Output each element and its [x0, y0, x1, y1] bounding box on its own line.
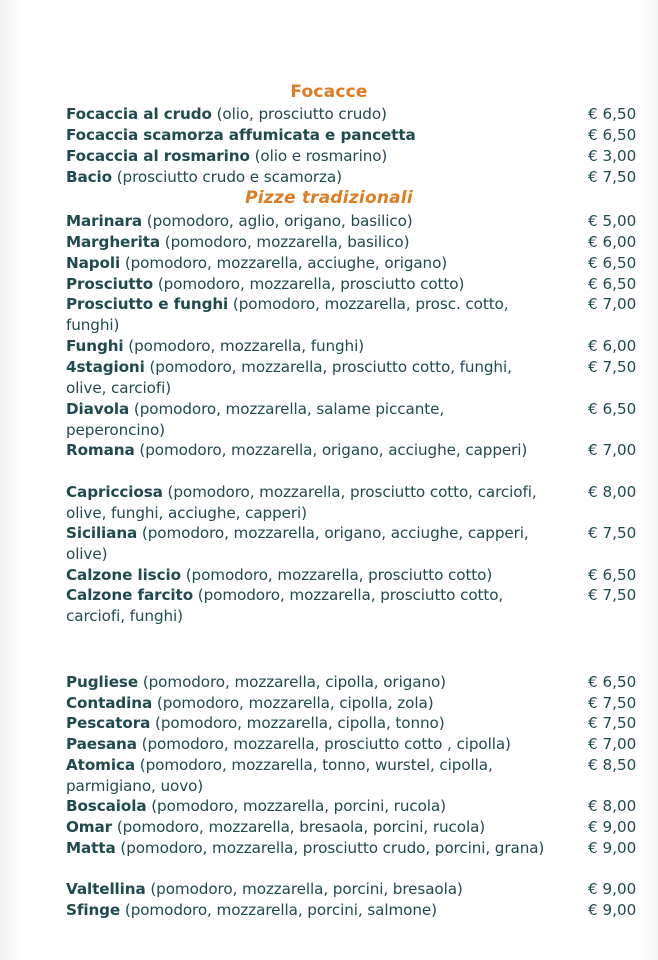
item-price: € 6,50 — [588, 126, 637, 144]
menu-item — [66, 838, 546, 859]
item-name: Contadina — [66, 694, 153, 712]
menu-item — [66, 523, 546, 564]
item-name: Romana — [66, 441, 135, 459]
item-name: Margherita — [66, 233, 161, 251]
item-name: Marinara — [66, 212, 143, 230]
item-price: € 7,00 — [588, 735, 637, 753]
item-price: € 7,50 — [588, 714, 637, 732]
item-description: (pomodoro, mozzarella, prosciutto cotto, funghi, olive, carciofi) — [66, 358, 512, 397]
item-price: € 6,50 — [588, 254, 637, 272]
item-description: (pomodoro, mozzarella, prosciutto cotto) — [157, 275, 465, 293]
item-price: € 9,00 — [588, 818, 637, 836]
menu-item — [66, 585, 546, 626]
item-description: (pomodoro, mozzarella, cipolla, tonno) — [155, 714, 445, 732]
item-description: (pomodoro, mozzarella, cipolla, origano) — [142, 673, 446, 691]
item-name: Sfinge — [66, 901, 121, 919]
item-price: € 6,00 — [588, 337, 637, 355]
item-description: (pomodoro, aglio, origano, basilico) — [146, 212, 413, 230]
item-description: (pomodoro, mozzarella, porcini, bresaola) — [150, 880, 463, 898]
item-name: Matta — [66, 839, 116, 857]
menu-item — [66, 693, 546, 714]
item-price: € 3,00 — [588, 147, 637, 165]
item-description: (pomodoro, mozzarella, porcini, rucola) — [151, 797, 446, 815]
item-price: € 8,00 — [588, 797, 637, 815]
menu-item — [66, 817, 546, 838]
item-name: Pugliese — [66, 673, 139, 691]
section-heading: Focacce — [290, 82, 368, 102]
item-description: (pomodoro, mozzarella, acciughe, origano) — [124, 254, 448, 272]
item-price: € 7,50 — [588, 168, 637, 186]
item-price: € 7,50 — [588, 358, 637, 376]
item-description: (pomodoro, mozzarella, tonno, wurstel, cipolla, parmigiano, uovo) — [66, 756, 493, 795]
item-description: (pomodoro, mozzarella, bresaola, porcini, rucola) — [116, 818, 486, 836]
item-name: Focaccia al crudo — [66, 105, 212, 123]
item-description: (pomodoro, mozzarella, porcini, salmone) — [124, 901, 437, 919]
item-price: € 8,00 — [588, 483, 637, 501]
menu-item — [66, 274, 546, 295]
item-name: Paesana — [66, 735, 137, 753]
item-description: (pomodoro, mozzarella, salame piccante, peperoncino) — [66, 400, 445, 439]
item-price: € 9,00 — [588, 901, 637, 919]
menu-item — [66, 672, 546, 693]
menu-item — [66, 253, 546, 274]
item-price: € 6,00 — [588, 233, 637, 251]
menu-item — [66, 125, 546, 146]
menu-item — [66, 440, 546, 461]
menu-item — [66, 167, 546, 188]
item-name: Valtellina — [66, 880, 146, 898]
item-name: Calzone liscio — [66, 566, 181, 584]
item-name: Pescatora — [66, 714, 151, 732]
menu-item — [66, 357, 546, 398]
item-price: € 6,50 — [588, 400, 637, 418]
item-description: (pomodoro, mozzarella, prosciutto cotto, carciofi, olive, funghi, acciughe, capperi) — [66, 483, 537, 522]
item-description: (pomodoro, mozzarella, basilico) — [164, 233, 410, 251]
item-price: € 9,00 — [588, 880, 637, 898]
item-description: (olio, prosciutto crudo) — [216, 105, 387, 123]
item-name: Focaccia al rosmarino — [66, 147, 250, 165]
item-description: (pomodoro, mozzarella, prosciutto cotto) — [185, 566, 493, 584]
item-name: Siciliana — [66, 524, 138, 542]
item-price: € 6,50 — [588, 673, 637, 691]
item-description: (pomodoro, mozzarella, cipolla, zola) — [156, 694, 434, 712]
item-name: Atomica — [66, 756, 136, 774]
item-name: Prosciutto — [66, 275, 154, 293]
item-description: (pomodoro, mozzarella, prosc. cotto, funghi) — [66, 295, 509, 334]
item-price: € 7,00 — [588, 295, 637, 313]
item-name: Omar — [66, 818, 113, 836]
item-description: (pomodoro, mozzarella, funghi) — [128, 337, 365, 355]
menu-item — [66, 713, 546, 734]
item-name: Prosciutto e funghi — [66, 295, 229, 313]
item-name: Boscaiola — [66, 797, 147, 815]
menu-item — [66, 399, 546, 440]
item-description: (pomodoro, mozzarella, origano, acciughe, capperi) — [139, 441, 528, 459]
menu-item — [66, 879, 546, 900]
menu-item — [66, 796, 546, 817]
item-price: € 9,00 — [588, 839, 637, 857]
item-description: (pomodoro, mozzarella, prosciutto cotto, carciofi, funghi) — [66, 586, 504, 625]
item-price: € 6,50 — [588, 566, 637, 584]
menu-item — [66, 211, 546, 232]
menu-item — [66, 232, 546, 253]
item-name: Diavola — [66, 400, 130, 418]
item-description: (olio e rosmarino) — [254, 147, 388, 165]
menu-item — [66, 565, 546, 586]
item-description: (pomodoro, mozzarella, prosciutto cotto , cipolla) — [141, 735, 511, 753]
menu-item — [66, 482, 546, 523]
item-name: Focaccia scamorza affumicata e pancetta — [66, 126, 416, 144]
menu-item — [66, 734, 546, 755]
item-description: (prosciutto crudo e scamorza) — [116, 168, 342, 186]
section-heading: Pizze tradizionali — [245, 188, 413, 208]
item-name: Napoli — [66, 254, 121, 272]
menu-item — [66, 294, 546, 335]
item-price: € 7,50 — [588, 586, 637, 604]
item-price: € 7,50 — [588, 694, 637, 712]
item-name: Calzone farcito — [66, 586, 194, 604]
menu-item — [66, 104, 546, 125]
item-name: Funghi — [66, 337, 124, 355]
item-price: € 6,50 — [588, 105, 637, 123]
item-price: € 7,00 — [588, 441, 637, 459]
item-price: € 6,50 — [588, 275, 637, 293]
item-name: Bacio — [66, 168, 112, 186]
menu-item — [66, 900, 546, 921]
item-price: € 8,50 — [588, 756, 637, 774]
item-price: € 7,50 — [588, 524, 637, 542]
menu-item — [66, 755, 546, 796]
menu-item — [66, 146, 546, 167]
item-price: € 5,00 — [588, 212, 637, 230]
menu-item — [66, 336, 546, 357]
item-name: 4stagioni — [66, 358, 145, 376]
item-name: Capricciosa — [66, 483, 163, 501]
item-description: (pomodoro, mozzarella, origano, acciughe, capperi, olive) — [66, 524, 529, 563]
item-description: (pomodoro, mozzarella, prosciutto crudo, porcini, grana) — [120, 839, 545, 857]
